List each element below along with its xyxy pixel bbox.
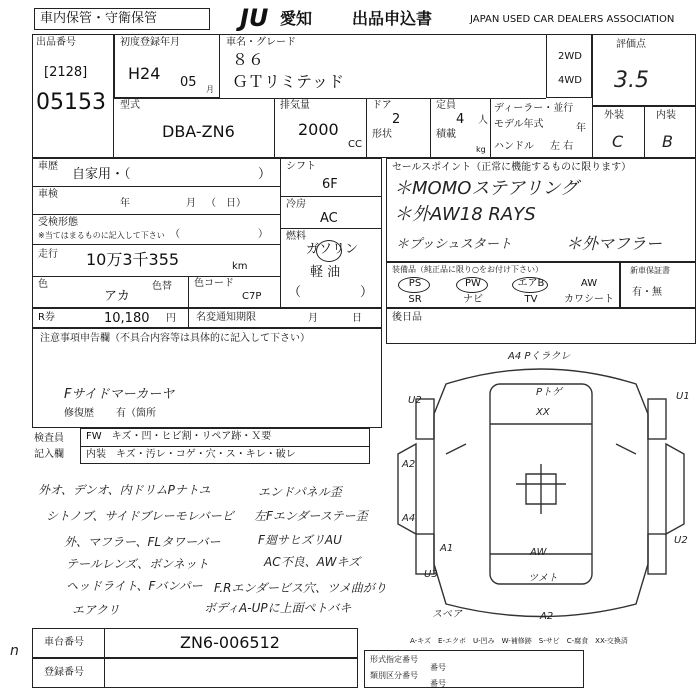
margin-mark: n xyxy=(10,643,19,659)
ext-value: C xyxy=(612,132,624,151)
inspection-day: （ 日） xyxy=(206,198,246,209)
inspector-row-1: FW キズ・凹・ヒビ割・リペア跡・Ｘ要 xyxy=(86,431,272,442)
row-line-5 xyxy=(32,276,280,277)
dealer-label: ディーラー・並行 xyxy=(494,103,574,114)
row-line-1 xyxy=(114,98,546,99)
inspector-label-1: 検査員 xyxy=(34,433,64,444)
repair-label: 修復歴 xyxy=(64,408,94,419)
inspector-note-right: AC不良、AWキズ xyxy=(264,555,361,569)
diagram-tsume: ツメト xyxy=(528,573,558,584)
diagram-top-mark: A4 Pくラクレ xyxy=(508,351,571,362)
fuel-paren-open: （ xyxy=(288,285,302,300)
sales-points-label: セールスポイント（正常に機能するものに限ります） xyxy=(392,162,632,173)
spec-shape-label: 形式指定番号 xyxy=(370,655,418,664)
mileage-unit: km xyxy=(232,261,248,272)
ac-value: AC xyxy=(320,211,338,226)
recycle-unit: 円 xyxy=(166,313,176,324)
type-code-value: DBA-ZN6 xyxy=(162,122,235,141)
lot-number: 05153 xyxy=(36,90,106,115)
equipment-circle-pw xyxy=(456,277,488,293)
diagram-aw: AW xyxy=(530,547,547,558)
diagram-spare: スペア xyxy=(432,609,462,620)
doors-value: 2 xyxy=(392,112,401,127)
diagram-u2-right: U2 xyxy=(674,535,688,546)
inspector-note-right: エンドパネル歪 xyxy=(258,485,342,499)
equipment-item: PS xyxy=(408,278,422,289)
sales-point-2: ＊外AW18 RAYS xyxy=(394,204,536,225)
equipment-circle-ps xyxy=(398,277,430,293)
back-item-box xyxy=(386,308,696,344)
model-grade: ＧＴリミテッド xyxy=(232,72,345,91)
equipment-row-2 xyxy=(386,292,620,308)
recycle-divider xyxy=(188,308,189,328)
notice-day: 日 xyxy=(352,313,362,324)
drive-2wd: 2WD xyxy=(558,51,582,62)
inspection-year: 年 xyxy=(120,198,130,209)
back-item-label: 後日品 xyxy=(392,312,422,323)
color-code: C7P xyxy=(242,291,262,302)
sales-point-3: ＊プッシュスタート xyxy=(396,237,512,252)
row-line-4 xyxy=(32,244,280,245)
doors-label: ドア xyxy=(372,100,392,111)
dealer-model-year-unit: 年 xyxy=(576,123,586,134)
inspector-note: 外、マフラー、FLタワーバー xyxy=(64,535,221,549)
equipment-item: エアB xyxy=(517,278,545,289)
inspection-label: 車検 xyxy=(38,189,58,200)
inspector-note-right: F廻サヒズリAU xyxy=(258,533,342,547)
displacement-label: 排気量 xyxy=(280,100,310,111)
fuel-paren-close: ） xyxy=(360,285,374,300)
recycle-value: 10,180 xyxy=(104,311,150,326)
fuel-label: 燃料 xyxy=(286,231,306,242)
col-line-1 xyxy=(274,98,275,158)
spec-shape-num: 番号 xyxy=(430,663,446,672)
color-change: 色替 xyxy=(152,281,172,292)
col-line-5 xyxy=(280,158,281,308)
lot-bracket: [2128] xyxy=(44,65,88,80)
inspector-label-2: 記入欄 xyxy=(34,449,64,460)
ac-line xyxy=(280,228,382,229)
ju-logo: JU xyxy=(240,4,269,32)
equipment-item: PW xyxy=(465,278,481,289)
ac-label: 冷房 xyxy=(286,199,306,210)
inspector-note-right: ボディA-UPに上面ぺトバキ xyxy=(204,601,352,615)
score-value: 3.5 xyxy=(614,68,649,93)
inspector-note: 外オ、デンオ、内ドリムPナトユ xyxy=(38,483,211,497)
fuel-gasoline: ガソリン xyxy=(306,242,359,257)
declaration-label: 注意事項申告欄（不具合内容等は具体的に記入して下さい） xyxy=(40,333,310,344)
diagram-a4-left: A4 xyxy=(402,513,416,524)
type-code-label: 型式 xyxy=(120,100,140,111)
equipment-item: ナビ xyxy=(463,294,483,305)
equipment-circle-airbag xyxy=(512,277,548,293)
warranty-value: 有・無 xyxy=(632,287,662,298)
row-line-2 xyxy=(32,186,280,187)
dealer-model-year: モデル年式 xyxy=(494,119,544,130)
diagram-bottom-mark: A2 xyxy=(540,611,554,622)
color-divider xyxy=(188,276,189,308)
inspector-note: シトノブ、サイドブレーモレバービ xyxy=(46,509,234,523)
inspector-note-right: F.Rエンダービス穴、ツメ曲がり xyxy=(214,581,387,595)
storage-stamp-text: 車内保管・守衛保管 xyxy=(40,11,158,26)
inspection-form-note: ※当てはまるものに記入して下さい xyxy=(38,231,165,240)
history-label: 車歴 xyxy=(38,161,58,172)
equipment-item: AW xyxy=(580,278,598,289)
inspector-row-2: 内装 キズ・汚レ・コゲ・穴・ス・キレ・破レ xyxy=(86,449,296,460)
payload-unit: kg xyxy=(476,145,486,154)
registration-era: H24 xyxy=(128,64,161,83)
damage-legend: A-キズ E-エクボ U-凹み W-補修跡 S-サビ C-腐食 XX-交換済 xyxy=(410,637,628,645)
equipment-item: TV xyxy=(524,294,538,305)
chassis-label: 車台番号 xyxy=(44,637,84,648)
shape-label: 形状 xyxy=(372,129,392,140)
registration-month: 05 xyxy=(180,75,197,90)
repair-value: 有（箇所 xyxy=(116,408,156,419)
warranty-label: 新車保証書 xyxy=(630,266,670,275)
chassis-value: ZN6-006512 xyxy=(180,633,280,652)
fuel-diesel: 軽 油 xyxy=(310,265,341,280)
diagram-u2-left: U2 xyxy=(408,395,422,406)
ext-label: 外装 xyxy=(604,110,624,121)
sales-point-1: ＊MOMOステアリング xyxy=(394,178,578,199)
diagram-a1: A1 xyxy=(440,543,454,554)
shift-value: 6F xyxy=(322,177,338,192)
spec-type-label: 類別区分番号 xyxy=(370,671,418,680)
capacity-unit: 人 xyxy=(478,115,488,126)
ext-int-divider xyxy=(644,106,645,158)
capacity-value: 4 xyxy=(456,112,465,127)
diagram-a2-left: A2 xyxy=(402,459,416,470)
int-label: 内装 xyxy=(656,110,676,121)
inspector-note: エアクリ xyxy=(72,603,120,617)
lot-label: 出品番号 xyxy=(36,37,76,48)
inspector-note: テールレンズ、ボンネット xyxy=(66,557,209,571)
dealer-handle-opts: 左 右 xyxy=(550,141,574,152)
chassis-divider xyxy=(104,628,105,658)
inspection-form-open: （ xyxy=(170,229,180,240)
color-label: 色 xyxy=(38,279,48,290)
diagram-xx-mark: XX xyxy=(536,407,550,418)
shift-line xyxy=(280,196,382,197)
inspection-form-label: 受検形態 xyxy=(38,217,78,228)
shift-label: シフト xyxy=(286,161,316,172)
reg-divider xyxy=(104,658,105,688)
payload-label: 積載 xyxy=(436,129,456,140)
model-label: 車名・グレード xyxy=(226,37,296,48)
registration-month-unit: 月 xyxy=(206,85,214,94)
association-name: JAPAN USED CAR DEALERS ASSOCIATION xyxy=(470,14,675,25)
displacement-unit: CC xyxy=(348,139,362,150)
equipment-label: 装備品（純正品に限り○をお付け下さい） xyxy=(392,265,543,274)
diagram-u1-right: U1 xyxy=(676,391,690,402)
dealer-handle: ハンドル xyxy=(494,141,534,152)
history-value: 自家用・（ xyxy=(72,167,131,182)
sales-point-4: ＊外マフラー xyxy=(566,234,663,253)
inspector-note: ヘッドライト、Fバンパー xyxy=(66,579,203,593)
color-value: アカ xyxy=(104,289,130,304)
equipment-item: カワシート xyxy=(564,294,614,305)
mileage-label: 走行 xyxy=(38,249,58,260)
inspection-month: 月 xyxy=(186,198,196,209)
color-code-label: 色コード xyxy=(194,278,234,289)
org-name: 愛知 xyxy=(280,9,313,28)
recycle-label: R券 xyxy=(38,312,55,323)
col-line-2 xyxy=(366,98,367,158)
col-line-3 xyxy=(430,98,431,158)
equipment-item: SR xyxy=(408,294,422,305)
inspector-divider xyxy=(80,446,370,447)
row-line-3 xyxy=(32,214,280,215)
drive-box xyxy=(546,34,592,98)
mileage-value: 10万3千355 xyxy=(86,250,180,269)
inspector-note-right: 左Fエンダーステー歪 xyxy=(254,509,368,523)
model-name: ８６ xyxy=(232,50,265,69)
notice-label: 名変通知期限 xyxy=(196,312,256,323)
score-label: 評価点 xyxy=(616,39,646,50)
col-line-4 xyxy=(490,98,491,158)
inspection-form-close: ） xyxy=(258,229,268,240)
form-title: 出品申込書 xyxy=(352,9,433,28)
registration-label: 初度登録年月 xyxy=(120,37,180,48)
spec-type-num: 番号 xyxy=(430,679,446,688)
diagram-roof-mark: Pトゲ xyxy=(536,387,562,398)
reg-label: 登録番号 xyxy=(44,667,84,678)
drive-4wd: 4WD xyxy=(558,75,582,86)
diagram-u3: U3 xyxy=(424,569,438,580)
displacement-value: 2000 xyxy=(298,120,339,139)
declaration-note: Fサイドマーカーヤ xyxy=(64,387,175,402)
int-value: B xyxy=(662,132,673,151)
history-close: ） xyxy=(258,167,272,182)
notice-month: 月 xyxy=(308,313,318,324)
capacity-label: 定員 xyxy=(436,100,456,111)
